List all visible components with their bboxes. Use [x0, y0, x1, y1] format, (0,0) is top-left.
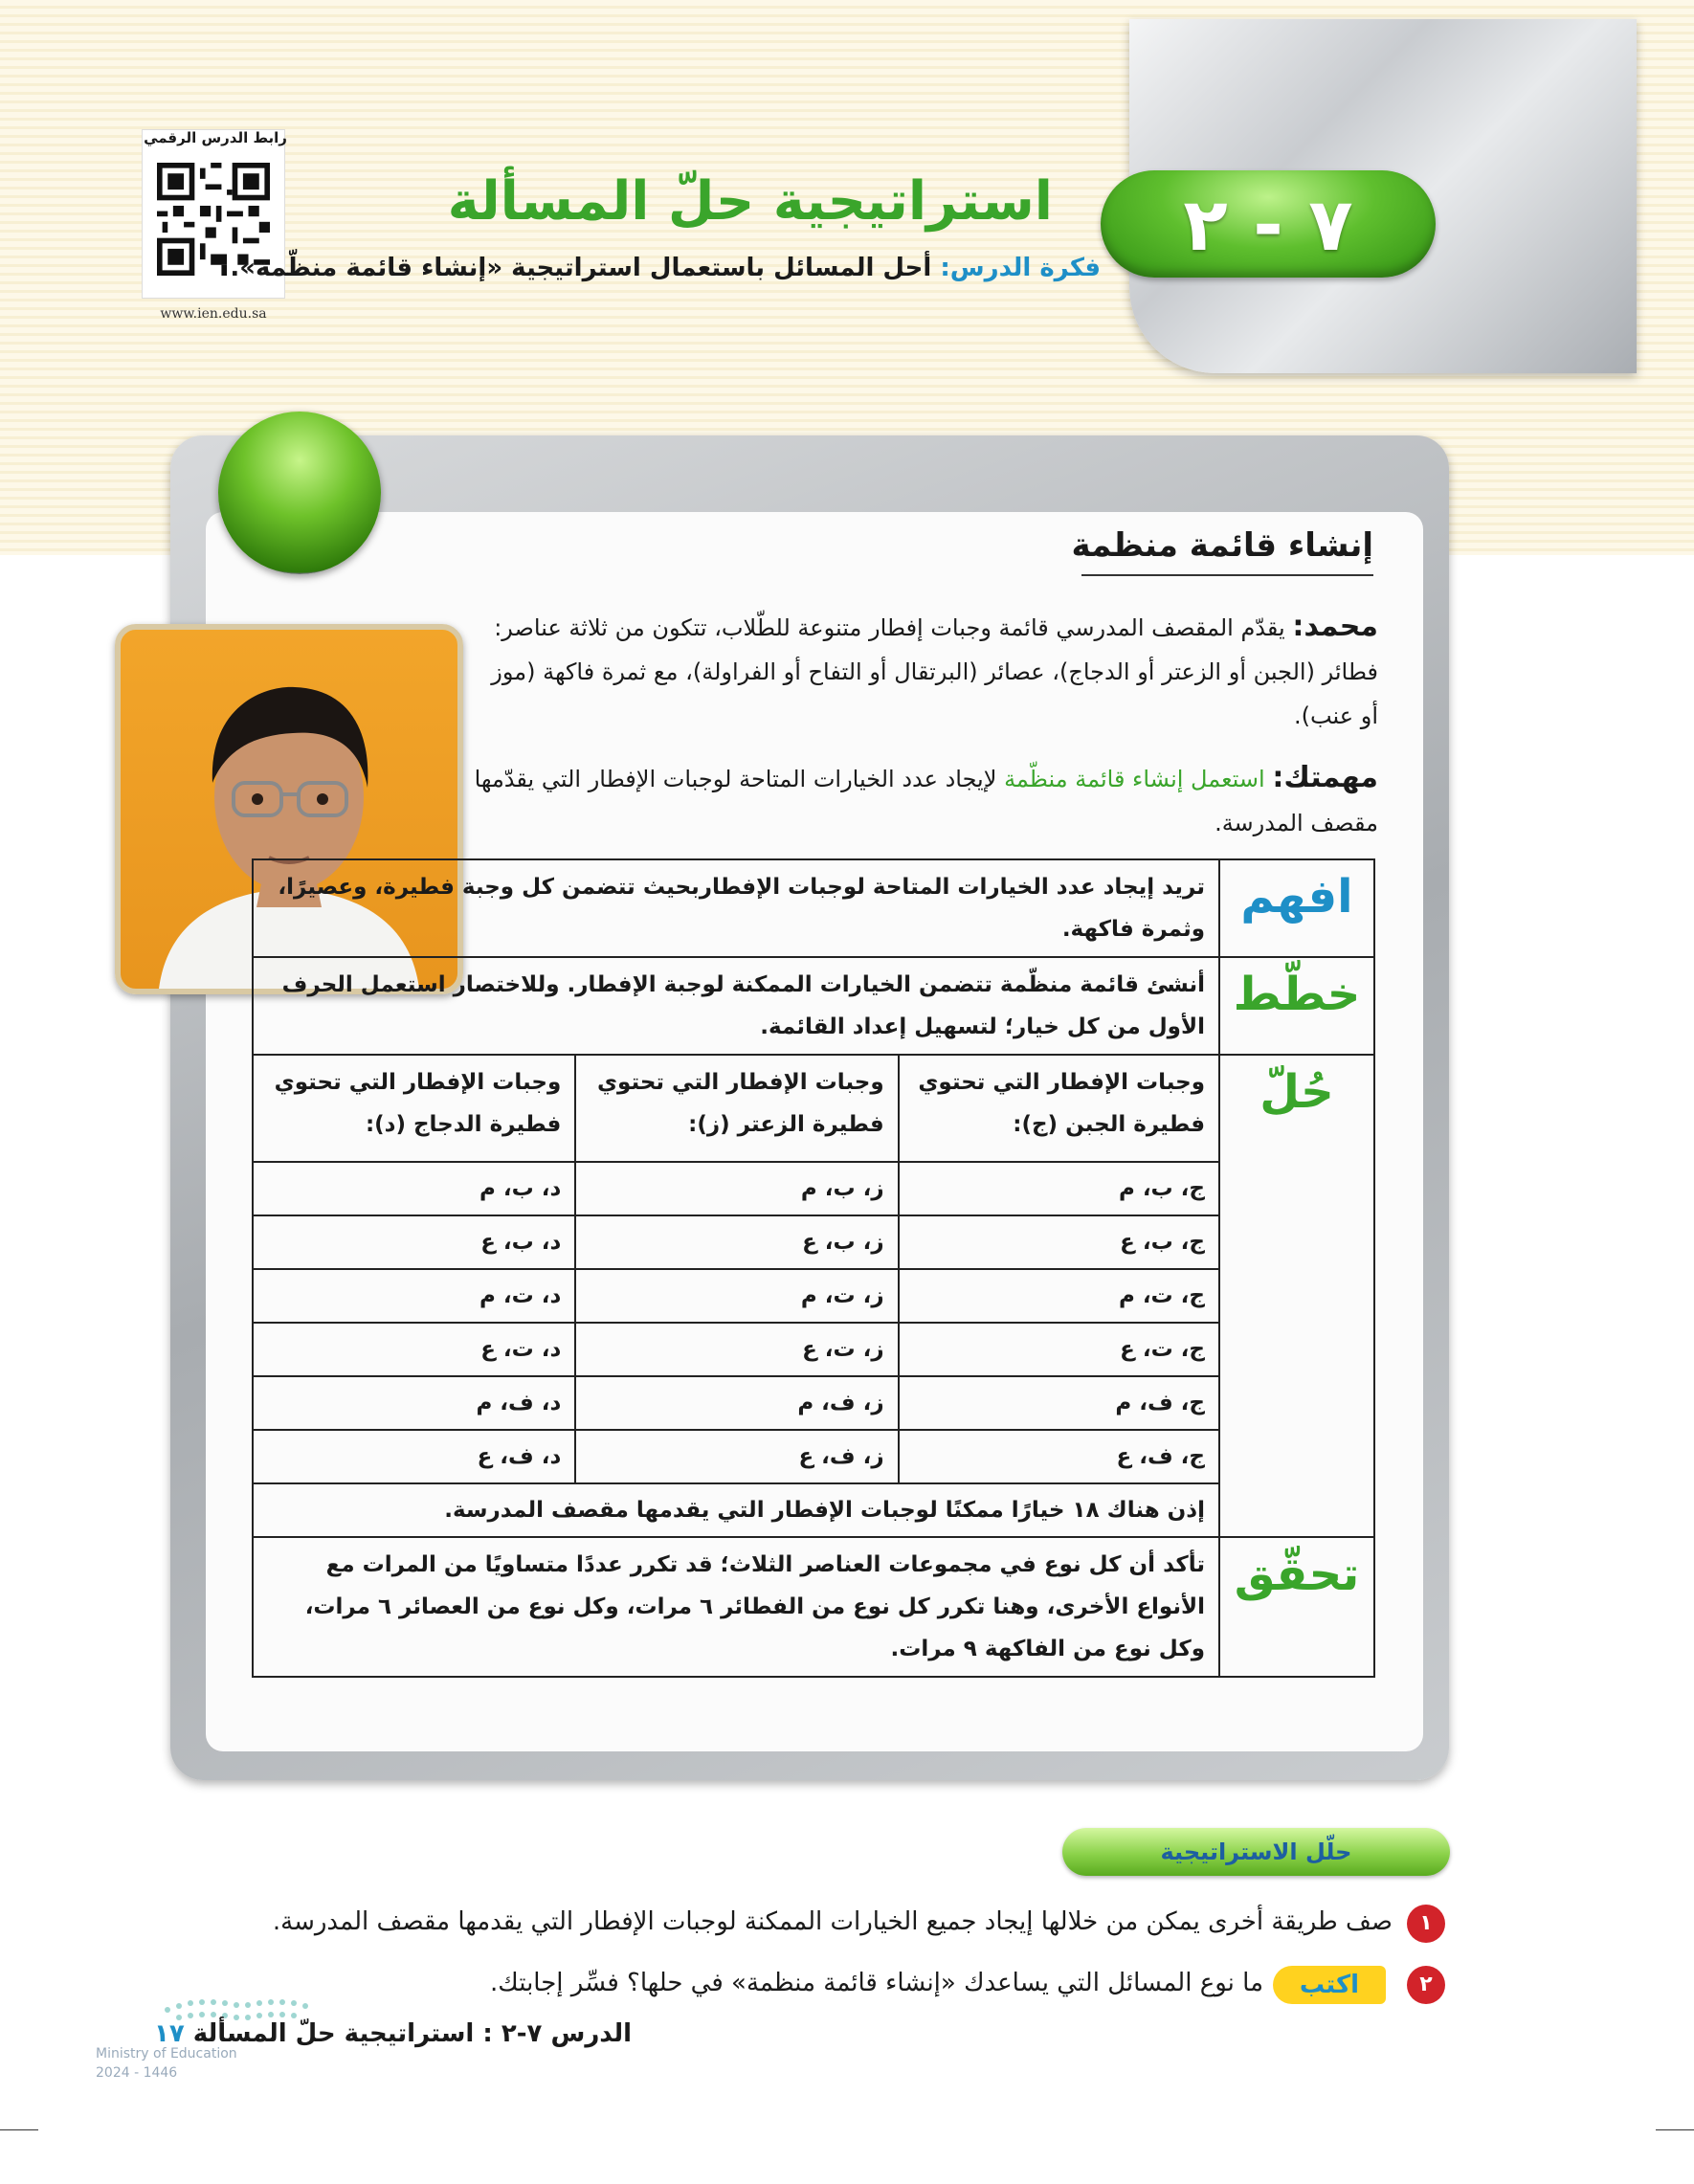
page-number: ١٧ [153, 2019, 185, 2048]
crop-mark [0, 2129, 38, 2130]
qr-url[interactable]: www.ien.edu.sa [160, 306, 267, 322]
step-text-check: تأكد أن كل نوع في مجموعات العناصر الثلاث؛ قد تكرر عددًا متساويًا من المرات مع الأنواع الأخرى، وهنا تكرر كل نوع من الفطائر ٦ مرات، وكل نوع من العصائر ٦ مرات، وكل نوع من الفاكهة ٩ مرات. [253, 1537, 1219, 1677]
table-cell: ج، ت، م [899, 1269, 1218, 1323]
table-cell: ز، ف، م [575, 1376, 898, 1430]
mohammed-text: يقدّم المقصف المدرسي قائمة وجبات إفطار متنوعة للطّلاب، تتكون من ثلاثة عناصر: فطائر (الجبن أو الزعتر أو الدجاج)، عصائر (البرتقال أو التفاح أو الفراولة)، مع ثمرة فاكهة (موز أو عنب). [491, 614, 1378, 729]
table-row [254, 1430, 1218, 1483]
mohammed-label: محمد: [1292, 610, 1378, 643]
step-tag-solve: حُلّ [1219, 1055, 1374, 1537]
footer-lesson: الدرس ٧-٢ : استراتيجية حلّ المسألة [192, 2019, 632, 2048]
mohammed-paragraph [474, 605, 1378, 738]
table-cell: ز، ف، ع [575, 1430, 898, 1483]
step-plan [253, 957, 1374, 1055]
step-understand [253, 859, 1374, 957]
step-text-plan: أنشئ قائمة منظّمة تتضمن الخيارات الممكنة لوجبة الإفطار. وللاختصار استعمل الحرف الأول من كل خيار؛ لتسهيل إعداد القائمة. [253, 957, 1219, 1055]
step-tag-understand: افهم [1219, 859, 1374, 957]
strategy-heading: حلّل الاستراتيجية [1062, 1828, 1450, 1876]
solve-header-row [254, 1056, 1218, 1162]
question-number: ١ [1407, 1905, 1445, 1943]
lesson-idea-text: أحل المسائل باستعمال استراتيجية «إنشاء قائمة منظّمة». [230, 254, 941, 282]
section-underline [1081, 574, 1373, 576]
table-cell: د، ب، ع [254, 1215, 575, 1269]
solve-conclusion: إذن هناك ١٨ خيارًا ممكنًا لوجبات الإفطار التي يقدمها مقصف المدرسة. [254, 1483, 1218, 1536]
solve-conclusion-row [254, 1483, 1218, 1536]
step-solve [253, 1055, 1374, 1537]
step-solve-content [253, 1055, 1219, 1537]
table-cell: د، ف، م [254, 1376, 575, 1430]
step-tag-check: تحقّق [1219, 1537, 1374, 1677]
solve-header-cell: وجبات الإفطار التي تحتوي فطيرة الزعتر (ز): [575, 1056, 898, 1162]
write-tag: اكتب [1273, 1966, 1386, 2004]
task-paragraph [474, 756, 1378, 845]
green-orb-icon [218, 412, 381, 574]
table-cell: د، ف، ع [254, 1430, 575, 1483]
question-text: صف طريقة أخرى يمكن من خلالها إيجاد جميع الخيارات الممكنة لوجبات الإفطار التي يقدمها مقصف المدرسة. [272, 1907, 1393, 1936]
ministry-name: Ministry of Education [96, 2046, 237, 2061]
ministry-year: 2024 - 1446 [96, 2065, 178, 2081]
steps-table [252, 858, 1375, 1678]
qr-label: رابط الدرس الرقمي [144, 129, 287, 146]
lesson-idea-label: فكرة الدرس: [940, 254, 1101, 282]
question-text: ما نوع المسائل التي يساعدك «إنشاء قائمة منظمة» في حلها؟ فسِّر إجابتك. [490, 1969, 1263, 1997]
table-row [254, 1323, 1218, 1376]
table-row [254, 1376, 1218, 1430]
step-text-understand: تريد إيجاد عدد الخيارات المتاحة لوجبات الإفطاربحيث تتضمن كل وجبة فطيرة، وعصيرًا، وثمرة فاكهة. [253, 859, 1219, 957]
solve-header-cell: وجبات الإفطار التي تحتوي فطيرة الدجاج (د): [254, 1056, 575, 1162]
table-cell: ج، ت، ع [899, 1323, 1218, 1376]
table-cell: ج، ف، ع [899, 1430, 1218, 1483]
page-footer [154, 2019, 632, 2048]
table-row [254, 1162, 1218, 1215]
table-cell: ج، ف، م [899, 1376, 1218, 1430]
table-cell: ز، ت، م [575, 1269, 898, 1323]
table-cell: ج، ب، ع [899, 1215, 1218, 1269]
task-label: مهمتك: [1272, 761, 1378, 794]
step-check [253, 1537, 1374, 1677]
table-cell: ز، ب، ع [575, 1215, 898, 1269]
solve-list-table [254, 1056, 1218, 1536]
table-row [254, 1215, 1218, 1269]
task-text: لإيجاد عدد الخيارات المتاحة لوجبات الإفطار التي يقدّمها مقصف المدرسة. [474, 766, 1378, 836]
lesson-number-badge [1101, 170, 1436, 278]
table-cell: ز، ب، م [575, 1162, 898, 1215]
lesson-idea [230, 254, 1101, 282]
section-heading: إنشاء قائمة منظمة [1071, 526, 1373, 565]
table-cell: د، ب، م [254, 1162, 575, 1215]
table-row [254, 1269, 1218, 1323]
step-tag-plan: خطّط [1219, 957, 1374, 1055]
solve-header-cell: وجبات الإفطار التي تحتوي فطيرة الجبن (ج): [899, 1056, 1218, 1162]
crop-mark [1656, 2129, 1694, 2130]
table-cell: د، ت، م [254, 1269, 575, 1323]
table-cell: ز، ت، ع [575, 1323, 898, 1376]
lesson-number: ٧ - ٢ [1183, 181, 1353, 267]
question-number: ٢ [1407, 1966, 1445, 2004]
lesson-title: استراتيجية حلّ المسألة [447, 170, 1053, 233]
task-strategy: استعمل إنشاء قائمة منظّمة [1004, 766, 1273, 792]
table-cell: ج، ب، م [899, 1162, 1218, 1215]
table-cell: د، ت، ع [254, 1323, 575, 1376]
